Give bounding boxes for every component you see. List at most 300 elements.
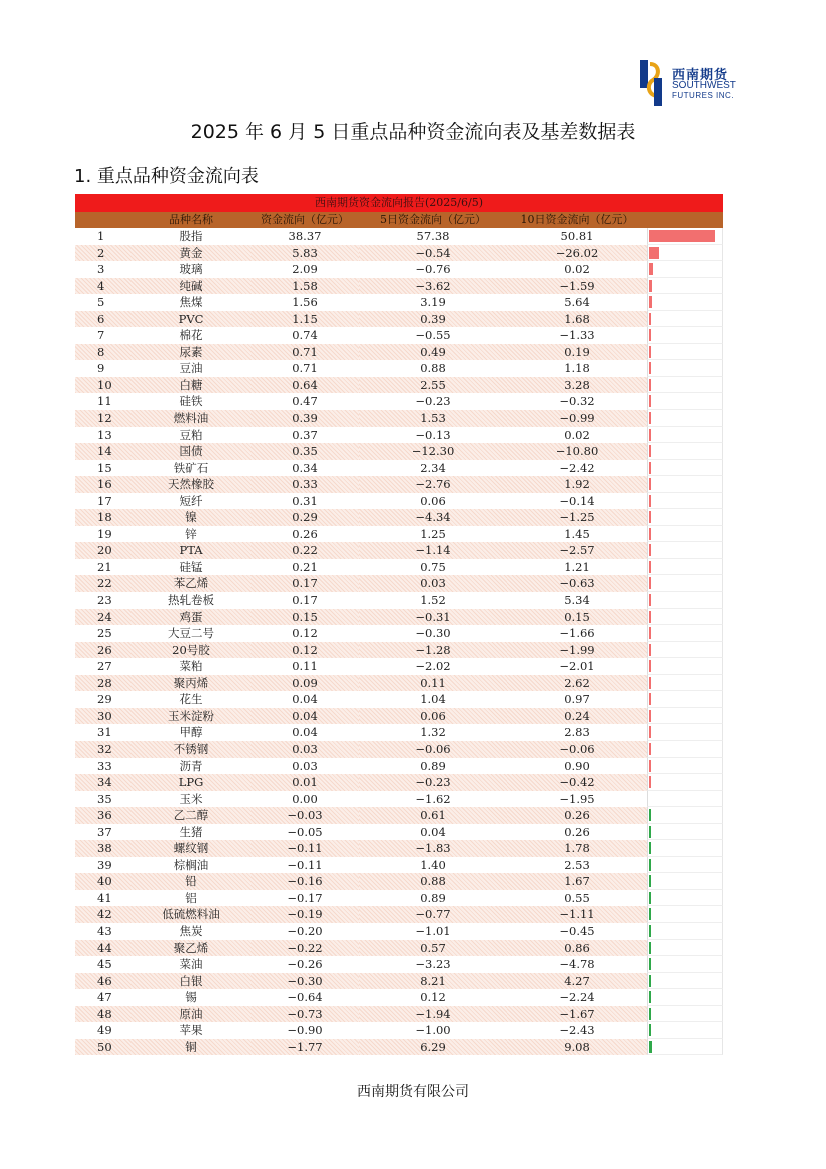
flow-bar: [649, 379, 651, 391]
flow-bar: [649, 958, 651, 970]
row-flow-10d: −1.25: [507, 509, 647, 526]
row-flow-5d: 1.32: [359, 724, 507, 741]
row-flow: 0.03: [251, 758, 359, 775]
row-bar-cell: [647, 278, 723, 295]
row-name: 镍: [131, 509, 251, 526]
row-no: 19: [75, 526, 131, 543]
row-flow-5d: −3.62: [359, 278, 507, 295]
row-flow: −0.30: [251, 973, 359, 990]
table-row: [75, 923, 723, 940]
row-bar-cell: [647, 691, 723, 708]
table-row: [75, 658, 723, 675]
row-bar-cell: [647, 774, 723, 791]
row-no: 44: [75, 940, 131, 957]
row-name: 焦炭: [131, 923, 251, 940]
header-flow-5d: 5日资金流向（亿元）: [380, 213, 486, 226]
row-flow: 0.09: [251, 675, 359, 692]
row-bar-cell: [647, 658, 723, 675]
row-name: 股指: [131, 228, 251, 245]
row-flow-10d: 4.27: [507, 973, 647, 990]
row-bar-cell: [647, 642, 723, 659]
row-flow-10d: −4.78: [507, 956, 647, 973]
row-name: 乙二醇: [131, 807, 251, 824]
flow-bar: [649, 875, 651, 887]
row-name: 低硫燃料油: [131, 906, 251, 923]
flow-bar: [649, 760, 651, 772]
table-row: [75, 476, 723, 493]
row-flow-5d: −0.30: [359, 625, 507, 642]
row-flow: −0.17: [251, 890, 359, 907]
row-no: 41: [75, 890, 131, 907]
table-row: [75, 973, 723, 990]
row-flow: 0.17: [251, 592, 359, 609]
table-row: [75, 427, 723, 444]
row-no: 34: [75, 774, 131, 791]
row-name: 焦煤: [131, 294, 251, 311]
row-flow-10d: 1.68: [507, 311, 647, 328]
row-flow-5d: −1.00: [359, 1022, 507, 1039]
row-bar-cell: [647, 393, 723, 410]
row-name: 大豆二号: [131, 625, 251, 642]
footer-company: 西南期货有限公司: [357, 1084, 469, 1100]
row-no: 18: [75, 509, 131, 526]
row-flow-10d: −2.57: [507, 542, 647, 559]
row-bar-cell: [647, 923, 723, 940]
row-flow: 0.12: [251, 642, 359, 659]
row-flow-10d: 0.90: [507, 758, 647, 775]
row-flow: −0.05: [251, 824, 359, 841]
table-body: [75, 228, 723, 1055]
table-row: [75, 228, 723, 245]
row-flow: 0.29: [251, 509, 359, 526]
row-no: 27: [75, 658, 131, 675]
flow-bar: [649, 280, 652, 292]
row-name: 玉米淀粉: [131, 708, 251, 725]
row-flow-10d: 1.92: [507, 476, 647, 493]
row-bar-cell: [647, 791, 723, 808]
row-flow-5d: −0.54: [359, 245, 507, 262]
flow-bar: [649, 445, 651, 457]
row-flow-10d: −1.33: [507, 327, 647, 344]
table-row: [75, 873, 723, 890]
row-flow: 0.12: [251, 625, 359, 642]
table-row: [75, 1039, 723, 1056]
table-row: [75, 261, 723, 278]
row-flow-10d: 5.64: [507, 294, 647, 311]
row-flow: 0.31: [251, 493, 359, 510]
row-no: 36: [75, 807, 131, 824]
row-bar-cell: [647, 1039, 723, 1056]
row-bar-cell: [647, 526, 723, 543]
row-no: 7: [75, 327, 131, 344]
flow-bar: [649, 644, 651, 656]
row-no: 46: [75, 973, 131, 990]
row-flow-5d: 1.53: [359, 410, 507, 427]
row-no: 11: [75, 393, 131, 410]
table-row: [75, 443, 723, 460]
row-bar-cell: [647, 890, 723, 907]
row-bar-cell: [647, 758, 723, 775]
row-bar-cell: [647, 542, 723, 559]
row-bar-cell: [647, 708, 723, 725]
row-name: 硅锰: [131, 559, 251, 576]
row-flow-5d: −0.77: [359, 906, 507, 923]
row-flow-10d: −0.32: [507, 393, 647, 410]
flow-bar: [649, 660, 651, 672]
row-no: 17: [75, 493, 131, 510]
table-row: [75, 509, 723, 526]
flow-bar: [649, 230, 715, 242]
table-row: [75, 857, 723, 874]
row-bar-cell: [647, 989, 723, 1006]
flow-bar: [649, 478, 651, 490]
row-name: 20号胶: [131, 642, 251, 659]
row-name: 苹果: [131, 1022, 251, 1039]
row-flow: 0.22: [251, 542, 359, 559]
row-name: PVC: [131, 311, 251, 328]
row-flow-10d: −1.59: [507, 278, 647, 295]
row-flow: 0.34: [251, 460, 359, 477]
table-row: [75, 526, 723, 543]
row-flow-5d: −0.55: [359, 327, 507, 344]
row-flow-10d: −0.14: [507, 493, 647, 510]
table-row: [75, 559, 723, 576]
row-flow: 0.74: [251, 327, 359, 344]
row-bar-cell: [647, 956, 723, 973]
row-no: 20: [75, 542, 131, 559]
table-title: 西南期货资金流向报告(2025/6/5): [75, 194, 723, 212]
row-no: 43: [75, 923, 131, 940]
flow-bar: [649, 462, 651, 474]
row-flow-10d: 0.55: [507, 890, 647, 907]
row-no: 25: [75, 625, 131, 642]
row-flow-10d: −1.66: [507, 625, 647, 642]
row-flow: 1.15: [251, 311, 359, 328]
row-flow-5d: −1.94: [359, 1006, 507, 1023]
row-no: 48: [75, 1006, 131, 1023]
row-no: 32: [75, 741, 131, 758]
row-flow-10d: −1.67: [507, 1006, 647, 1023]
row-flow: −0.90: [251, 1022, 359, 1039]
row-flow-5d: 8.21: [359, 973, 507, 990]
row-flow-10d: −1.95: [507, 791, 647, 808]
table-row: [75, 741, 723, 758]
table-row: [75, 675, 723, 692]
row-name: 棕榈油: [131, 857, 251, 874]
table-row: [75, 278, 723, 295]
row-name: 短纤: [131, 493, 251, 510]
flow-bar: [649, 346, 651, 358]
row-flow-5d: 0.11: [359, 675, 507, 692]
row-bar-cell: [647, 559, 723, 576]
row-bar-cell: [647, 575, 723, 592]
row-name: 鸡蛋: [131, 609, 251, 626]
flow-bar: [649, 594, 651, 606]
row-flow-10d: −26.02: [507, 245, 647, 262]
row-bar-cell: [647, 675, 723, 692]
row-no: 10: [75, 377, 131, 394]
table-row: [75, 940, 723, 957]
row-flow: −0.22: [251, 940, 359, 957]
section-heading: 1. 重点品种资金流向表: [74, 166, 259, 187]
table-row: [75, 460, 723, 477]
row-flow-10d: 1.18: [507, 360, 647, 377]
row-bar-cell: [647, 228, 723, 245]
page-title: 2025 年 6 月 5 日重点品种资金流向表及基差数据表: [190, 121, 636, 143]
row-flow: 0.26: [251, 526, 359, 543]
flow-bar: [649, 908, 651, 920]
row-flow-5d: −2.76: [359, 476, 507, 493]
flow-bar: [649, 395, 651, 407]
row-name: LPG: [131, 774, 251, 791]
row-flow-5d: −4.34: [359, 509, 507, 526]
row-name: 锌: [131, 526, 251, 543]
row-flow-5d: 0.57: [359, 940, 507, 957]
row-no: 47: [75, 989, 131, 1006]
row-bar-cell: [647, 741, 723, 758]
row-flow: 0.35: [251, 443, 359, 460]
row-no: 9: [75, 360, 131, 377]
row-bar-cell: [647, 1022, 723, 1039]
flow-bar: [649, 329, 651, 341]
row-flow-5d: −0.23: [359, 393, 507, 410]
table-row: [75, 609, 723, 626]
flow-bar: [649, 263, 653, 275]
row-flow-5d: −1.62: [359, 791, 507, 808]
row-name: 豆粕: [131, 427, 251, 444]
row-bar-cell: [647, 410, 723, 427]
row-flow-5d: −2.02: [359, 658, 507, 675]
row-flow-10d: −1.99: [507, 642, 647, 659]
flow-bar: [649, 826, 651, 838]
row-flow-10d: 2.62: [507, 675, 647, 692]
row-name: 国债: [131, 443, 251, 460]
row-name: PTA: [131, 542, 251, 559]
row-no: 23: [75, 592, 131, 609]
row-flow: 0.00: [251, 791, 359, 808]
logo-cn-text: 西南期货: [672, 68, 729, 83]
table-row: [75, 840, 723, 857]
row-flow: −0.20: [251, 923, 359, 940]
row-name: 花生: [131, 691, 251, 708]
row-no: 5: [75, 294, 131, 311]
table-row: [75, 1006, 723, 1023]
row-flow-5d: 6.29: [359, 1039, 507, 1056]
row-flow-10d: 2.53: [507, 857, 647, 874]
flow-bar: [649, 412, 651, 424]
table-row: [75, 410, 723, 427]
row-flow-5d: 1.25: [359, 526, 507, 543]
row-no: 30: [75, 708, 131, 725]
row-no: 49: [75, 1022, 131, 1039]
row-flow: −0.11: [251, 857, 359, 874]
row-flow: −0.11: [251, 840, 359, 857]
row-name: 沥青: [131, 758, 251, 775]
row-bar-cell: [647, 245, 723, 262]
table-row: [75, 791, 723, 808]
row-flow-10d: 0.26: [507, 824, 647, 841]
table-row: [75, 625, 723, 642]
row-bar-cell: [647, 443, 723, 460]
row-no: 31: [75, 724, 131, 741]
flow-bar: [649, 627, 651, 639]
row-flow: 0.39: [251, 410, 359, 427]
row-flow-5d: 0.49: [359, 344, 507, 361]
row-name: 甲醇: [131, 724, 251, 741]
row-flow: 0.47: [251, 393, 359, 410]
row-bar-cell: [647, 261, 723, 278]
company-logo: [640, 60, 758, 106]
row-bar-cell: [647, 327, 723, 344]
flow-bar: [649, 942, 651, 954]
row-flow: −0.26: [251, 956, 359, 973]
row-no: 2: [75, 245, 131, 262]
row-name: 尿素: [131, 344, 251, 361]
row-bar-cell: [647, 476, 723, 493]
row-flow-5d: 0.89: [359, 890, 507, 907]
row-flow-10d: −0.63: [507, 575, 647, 592]
row-flow-10d: 0.86: [507, 940, 647, 957]
row-name: 菜油: [131, 956, 251, 973]
header-no: [75, 212, 131, 228]
row-name: 玉米: [131, 791, 251, 808]
header-bar: [647, 212, 723, 228]
row-bar-cell: [647, 344, 723, 361]
flow-bar: [649, 296, 652, 308]
row-flow: −0.16: [251, 873, 359, 890]
row-flow: −1.77: [251, 1039, 359, 1056]
logo-en-text: SOUTHWEST: [672, 80, 736, 91]
row-bar-cell: [647, 973, 723, 990]
table-row: [75, 956, 723, 973]
flow-bar: [649, 495, 651, 507]
row-flow-10d: 0.02: [507, 261, 647, 278]
row-no: 50: [75, 1039, 131, 1056]
row-flow-10d: −10.80: [507, 443, 647, 460]
table-row: [75, 708, 723, 725]
table-row: [75, 592, 723, 609]
row-flow: −0.03: [251, 807, 359, 824]
flow-bar: [649, 677, 651, 689]
row-bar-cell: [647, 857, 723, 874]
row-flow-5d: −0.13: [359, 427, 507, 444]
table-row: [75, 327, 723, 344]
row-flow-10d: −2.42: [507, 460, 647, 477]
row-no: 22: [75, 575, 131, 592]
table-row: [75, 377, 723, 394]
row-bar-cell: [647, 377, 723, 394]
row-flow-10d: −2.24: [507, 989, 647, 1006]
row-name: 玻璃: [131, 261, 251, 278]
row-flow-5d: 0.04: [359, 824, 507, 841]
flow-bar: [649, 1041, 652, 1053]
table-row: [75, 344, 723, 361]
row-name: 天然橡胶: [131, 476, 251, 493]
flow-bar: [649, 743, 651, 755]
flow-bar: [649, 544, 651, 556]
row-no: 35: [75, 791, 131, 808]
row-no: 14: [75, 443, 131, 460]
table-row: [75, 890, 723, 907]
flow-bar: [649, 809, 651, 821]
header-name: 品种名称: [169, 213, 213, 226]
row-flow: 38.37: [251, 228, 359, 245]
table-row: [75, 824, 723, 841]
row-flow: 0.03: [251, 741, 359, 758]
table-row: [75, 807, 723, 824]
row-name: 白银: [131, 973, 251, 990]
row-no: 29: [75, 691, 131, 708]
row-flow-10d: 1.45: [507, 526, 647, 543]
logo-mark-icon: [640, 60, 662, 106]
row-flow-5d: 1.04: [359, 691, 507, 708]
row-no: 15: [75, 460, 131, 477]
row-no: 40: [75, 873, 131, 890]
row-name: 菜粕: [131, 658, 251, 675]
row-flow-5d: −1.28: [359, 642, 507, 659]
row-flow-5d: −0.31: [359, 609, 507, 626]
table-row: [75, 691, 723, 708]
flow-bar: [649, 859, 651, 871]
row-bar-cell: [647, 427, 723, 444]
table-row: [75, 642, 723, 659]
row-flow-10d: −0.06: [507, 741, 647, 758]
row-flow: −0.64: [251, 989, 359, 1006]
row-no: 33: [75, 758, 131, 775]
table-row: [75, 906, 723, 923]
row-name: 苯乙烯: [131, 575, 251, 592]
row-flow-10d: 0.97: [507, 691, 647, 708]
row-name: 纯碱: [131, 278, 251, 295]
row-name: 螺纹钢: [131, 840, 251, 857]
flow-bar: [649, 710, 651, 722]
flow-bar: [649, 362, 651, 374]
row-no: 21: [75, 559, 131, 576]
row-no: 28: [75, 675, 131, 692]
table-row: [75, 493, 723, 510]
table-header: [75, 212, 723, 228]
row-no: 13: [75, 427, 131, 444]
row-name: 聚丙烯: [131, 675, 251, 692]
row-flow-10d: 1.78: [507, 840, 647, 857]
row-flow-10d: 1.21: [507, 559, 647, 576]
row-flow-10d: −0.45: [507, 923, 647, 940]
table-row: [75, 311, 723, 328]
row-flow-10d: 3.28: [507, 377, 647, 394]
row-name: 锡: [131, 989, 251, 1006]
table-row: [75, 245, 723, 262]
row-name: 热轧卷板: [131, 592, 251, 609]
row-flow-5d: 0.88: [359, 873, 507, 890]
row-bar-cell: [647, 724, 723, 741]
row-flow-5d: 3.19: [359, 294, 507, 311]
row-name: 铝: [131, 890, 251, 907]
row-name: 硅铁: [131, 393, 251, 410]
table-row: [75, 542, 723, 559]
flow-bar: [649, 561, 651, 573]
row-flow-10d: 0.15: [507, 609, 647, 626]
row-flow-5d: −1.14: [359, 542, 507, 559]
table-row: [75, 1022, 723, 1039]
row-name: 生猪: [131, 824, 251, 841]
row-flow: 0.15: [251, 609, 359, 626]
row-flow-10d: 9.08: [507, 1039, 647, 1056]
row-no: 26: [75, 642, 131, 659]
row-flow: −0.73: [251, 1006, 359, 1023]
row-flow-5d: 0.06: [359, 493, 507, 510]
capital-flow-table: [75, 194, 723, 1055]
row-flow-5d: −0.23: [359, 774, 507, 791]
